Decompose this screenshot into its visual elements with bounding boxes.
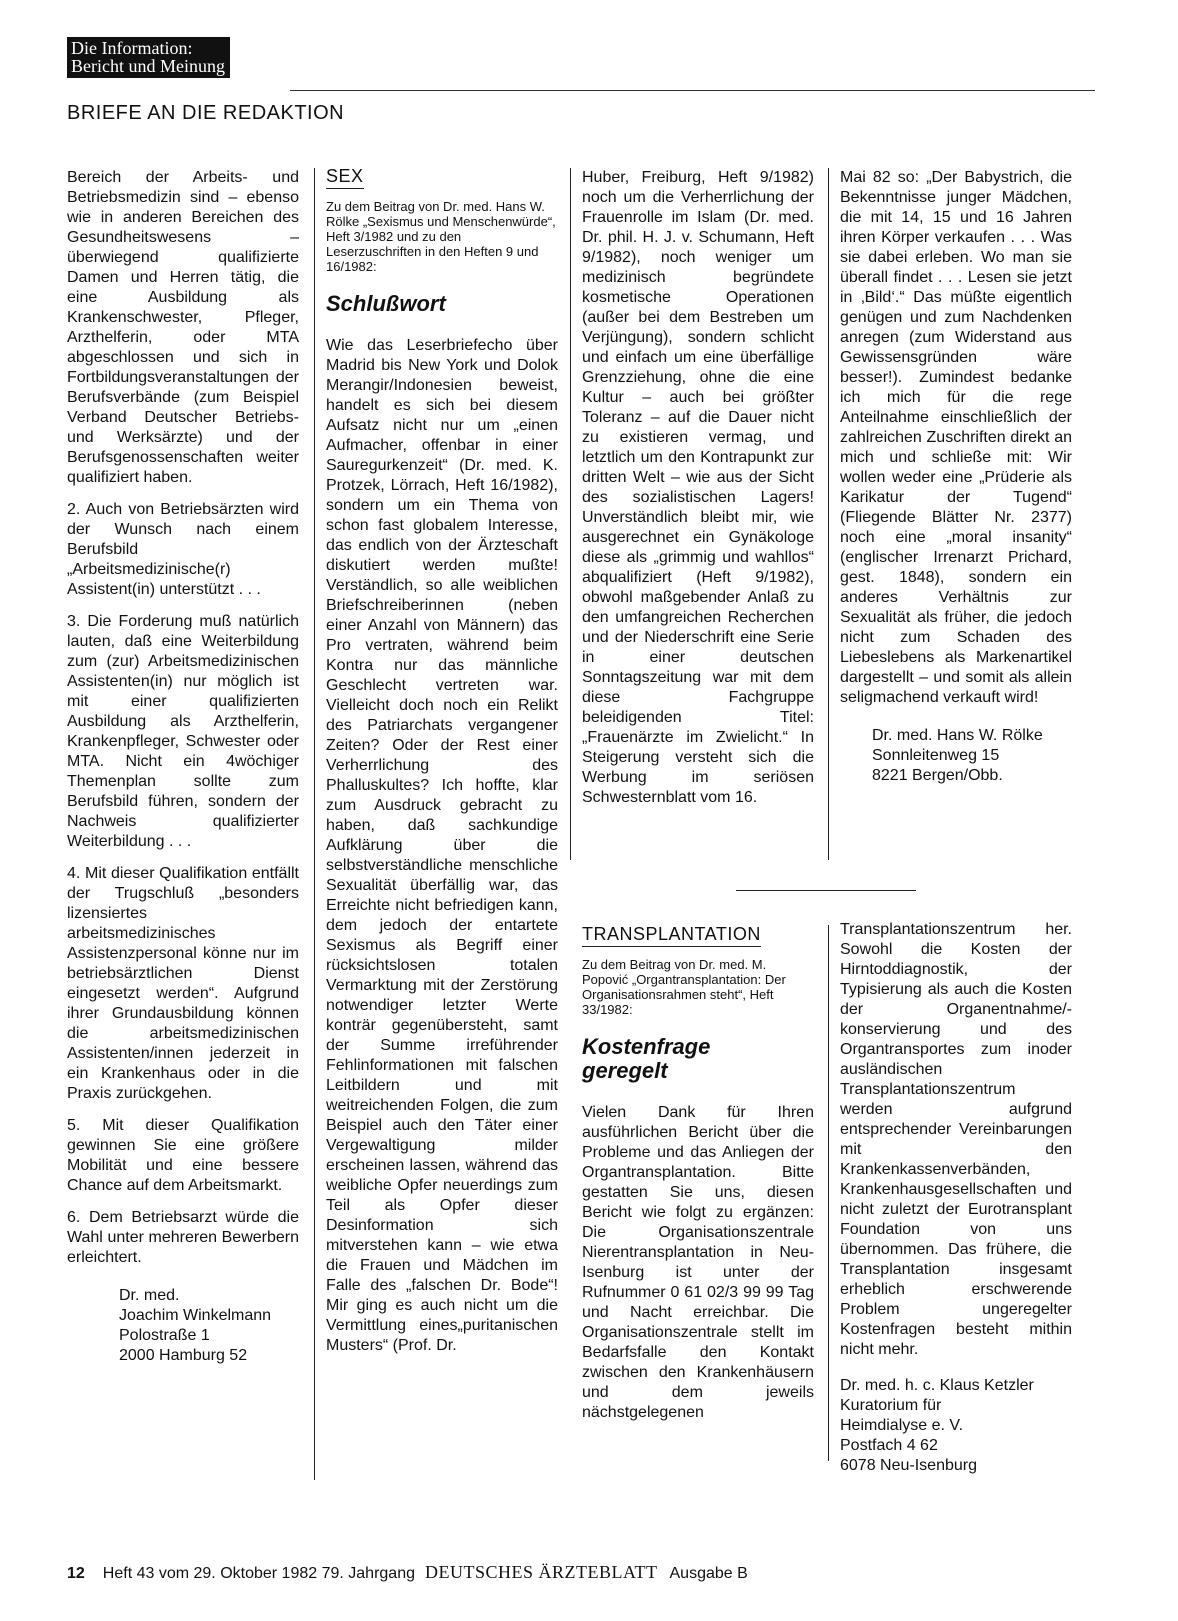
page-number: 12 [67,1565,85,1582]
column-2 [326,166,558,1368]
rubric-transplantation: TRANSPLANTATION [582,924,761,947]
paragraph: 4. Mit dieser Qualifikation entfällt der Trugschluß „besonders lizensiertes arbeitsmedizinisches Assistenzpersonal könne nur im betriebsärztlichen Dienst eingesetzt werden“. Aufgrund ihrer Grundausbildung können die arbeitsmedizinischen Assistenten/innen jederzeit in ein Krankenhaus oder in die Praxis zurückgehen. [67,865,299,1102]
signature-block [840,726,1072,786]
paragraph: Bereich der Arbeits- und Betriebsmedizin sind – ebenso wie in anderen Bereichen des Gesundheitswesens – überwiegend qualifizierte Damen und Herren tätig, die eine Ausbildung als Krankenschwester, Pfleger, Arzthelferin, oder MTA abgeschlossen und sich in Fortbildungsveranstaltungen der Berufsverbände (zum Beispiel Verband Deutscher Betriebs- und Werksärzte) und der Berufsgenossenschaften weiter qualifiziert haben. [67,169,299,486]
signature-line: 2000 Hamburg 52 [119,1347,248,1364]
signature-block [840,1376,1072,1476]
column-divider [570,168,571,860]
signature-line: Kuratorium für [840,1397,942,1414]
paragraph: 2. Auch von Betriebsärzten wird der Wunsch nach einem Berufsbild „Arbeitsmedizinische(r) Assistent(in) unterstützt . . . [67,501,299,598]
transplant-column-1 [582,924,814,1435]
section-title: BRIEFE AN DIE REDAKTION [67,102,345,124]
article-headline: Schlußwort [326,291,446,316]
signature-line: 8221 Bergen/Obb. [872,767,1003,784]
headline-line: geregelt [582,1058,668,1083]
article-intro: Zu dem Beitrag von Dr. med. M. Popović „Organtransplantation: Der Organisationsrahmen steht“, Heft 33/1982: [582,957,786,1017]
column-1 [67,168,299,1366]
article-separator-rule [736,890,916,891]
paragraph: 3. Die Forderung muß natürlich lauten, daß eine Weiterbildung zum (zur) Arbeitsmedizinischen Assistenten(in) nur möglich ist mit einer qualifizierten Ausbildung als Arzthelferin, Krankenpfleger, Schwester oder MTA. Nicht ein 4wöchiger Themenplan sollte zum Berufsbild führen, sondern der Nachweis qualifizierter Weiterbildung . . . [67,613,299,850]
paragraph: 6. Dem Betriebsarzt würde die Wahl unter mehreren Bewerbern erleichtert. [67,1209,299,1266]
article-body: Vielen Dank für Ihren ausführlichen Bericht über die Probleme und das Anliegen der Organtransplantation. Bitte gestatten Sie uns, diesen Bericht wie folgt zu ergänzen: Die Organisationszentrale Nierentransplantation in Neu-Isenburg ist unter der Rufnummer 0 61 02/3 99 99 Tag und Nacht erreichbar. Die Organisationszentrale stellt im Bedarfsfalle den Kontakt zwischen den Krankenhäusern und dem jeweils nächstgelegenen [582,1104,814,1421]
signature-line: Postfach 4 62 [840,1437,938,1454]
signature-line: Heimdialyse e. V. [840,1417,964,1434]
page-footer [67,1562,748,1583]
issue-info: Heft 43 vom 29. Oktober 1982 79. Jahrgang [102,1565,415,1582]
magazine-title: DEUTSCHES ÄRZTEBLATT [425,1562,658,1582]
headline-line: Kostenfrage [582,1034,711,1059]
section-label-box [67,37,230,78]
rubric-sex: SEX [326,166,364,189]
column-4 [840,168,1072,786]
section-label-line2: Bericht und Meinung [71,56,225,76]
section-label-line1: Die Information: [71,38,193,58]
article-body: Transplantationszentrum her. Sowohl die Kosten der Hirntoddiagnostik, der Typisierung als auch die Kosten der Organentnahme/-konservierung und des Organtransportes zum inoder ausländischen Transplantationszentrum werden aufgrund entsprechender Vereinbarungen mit den Krankenkassenverbänden, Krankenhausgesellschaften und nicht zuletzt der Eurotransplant Foundation von uns übernommen. Das frühere, die Transplantation insgesamt erheblich erschwerende Problem ungeregelter Kostenfragen besteht mithin nicht mehr. [840,921,1072,1358]
signature-block [67,1286,299,1366]
signature-line: Polostraße 1 [119,1327,210,1344]
edition-label: Ausgabe B [669,1565,748,1582]
article-body: Huber, Freiburg, Heft 9/1982) noch um die Verherrlichung der Frauenrolle im Islam (Dr. med. Dr. phil. H. J. v. Schumann, Heft 9/1982), noch weniger um medizinisch begründete kosmetische Operationen (außer bei dem Bestreben um Verjüngung), sondern schlicht und einfach um eine überfällige Grenzziehung, ohne die eine Kultur – auch bei größter Toleranz – auf die Dauer nicht zu existieren vermag, und letztlich um den Kontrapunkt zur dritten Welt – wie aus der Sicht des sozialistischen Lagers! Unverständlich bleibt mir, wie ausgerechnet ein Gynäkologe diese als „grimmig und wahllos“ abqualifiziert (Heft 9/1982), obwohl maßgebender Anlaß zu den umfangreichen Recherchen und der Niederschrift eine Serie in einer deutschen Sonntagszeitung war mit dem diese Fachgruppe beleidigenden Titel: „Frauenärzte im Zwielicht.“ In Steigerung versteht sich die Werbung im seriösen Schwesternblatt vom 16. [582,169,814,806]
signature-line: Sonnleitenweg 15 [872,747,1000,764]
column-3 [582,168,814,820]
signature-line: Dr. med. h. c. Klaus Ketzler [840,1377,1034,1394]
signature-line: Joachim Winkelmann [119,1307,272,1324]
signature-line: 6078 Neu-Isenburg [840,1457,977,1474]
column-divider [314,168,315,1480]
article-intro: Zu dem Beitrag von Dr. med. Hans W. Rölke „Sexismus und Menschenwürde“, Heft 3/1982 und zu den Leserzuschriften in den Heften 9 und 16/1982: [326,199,556,274]
signature-line: Dr. med. Hans W. Rölke [872,727,1043,744]
signature-line: Dr. med. [119,1287,180,1304]
top-rule [290,90,1095,91]
article-body: Mai 82 so: „Der Babystrich, die Bekenntnisse junger Mädchen, die mit 14, 15 und 16 Jahren ihren Körper verkaufen . . . Was sie dabei erleben. Wo man sie überall findet . . . Lesen sie jetzt in ‚Bild‘.“ Das müßte eigentlich genügen und zum Nachdenken anregen (zum Widerstand aus Gewissensgründen wäre besser!). Zumindest bedanke ich mich für die rege Anteilnahme einschließlich der zahlreichen Zuschriften direkt an mich und schließe mit: Wir wollen weder eine „Prüderie als Karikatur der Tugend“ (Fliegende Blätter Nr. 2377) noch eine „moral insanity“ (englischer Irrenarzt Prichard, gest. 1848), sondern ein anderes Verhältnis zur Sexualität als früher, die jedoch nicht zum Schaden des Liebeslebens als Markenartikel dargestellt – und somit als allein seligmachend verkauft wird! [840,169,1072,706]
column-divider [828,925,829,1461]
column-divider [828,168,829,860]
article-headline [582,1035,814,1083]
article-body: Wie das Leserbriefecho über Madrid bis New York und Dolok Merangir/Indonesien beweist, handelt es sich bei diesem Aufsatz nicht nur um „einen Aufmacher, offenbar in einer Sauregurkenzeit“ (Dr. med. K. Protzek, Lörrach, Heft 16/1982), sondern um ein Thema von schon fast globalem Interesse, das endlich von der Ärzteschaft diskutiert werden mußte! Verständlich, so alle weiblichen Briefschreiberinnen (neben einer Anzahl von Männern) das Pro vertraten, während beim Kontra nur das männliche Geschlecht vertreten war. Vielleicht doch noch ein Relikt des Patriarchats vergangener Zeiten? Oder der Rest einer Verherrlichung des Phalluskultes? Ich hoffte, klar zum Ausdruck gebracht zu haben, daß sachkundige Aufklärung über die selbstverständliche menschliche Sexualität überfällig war, das Erreichte nicht befriedigen kann, dem jedoch der entartete Sexismus als Begriff einer rücksichtslosen totalen Vermarktung mit der Zerstörung notwendiger letzter Werte konträr gegenübersteht, samt der Summe irreführender Fehlinformationen mit falschen Leitbildern und mit weitreichenden Folgen, die zum Beispiel auch den Täter einer Vergewaltigung milder erscheinen lassen, während das weibliche Opfer neuerdings zum Teil als Opfer dieser Desinformation sich mitverstehen kann – wie etwa die Frauen und Mädchen im Falle des „falschen Dr. Bode“! Mir ging es auch nicht um die Vermittlung eines„puritanischen Musters“ (Prof. Dr. [326,337,558,1354]
transplant-column-2 [840,920,1072,1476]
paragraph: 5. Mit dieser Qualifikation gewinnen Sie eine größere Mobilität und eine bessere Chance auf dem Arbeitsmarkt. [67,1117,299,1194]
